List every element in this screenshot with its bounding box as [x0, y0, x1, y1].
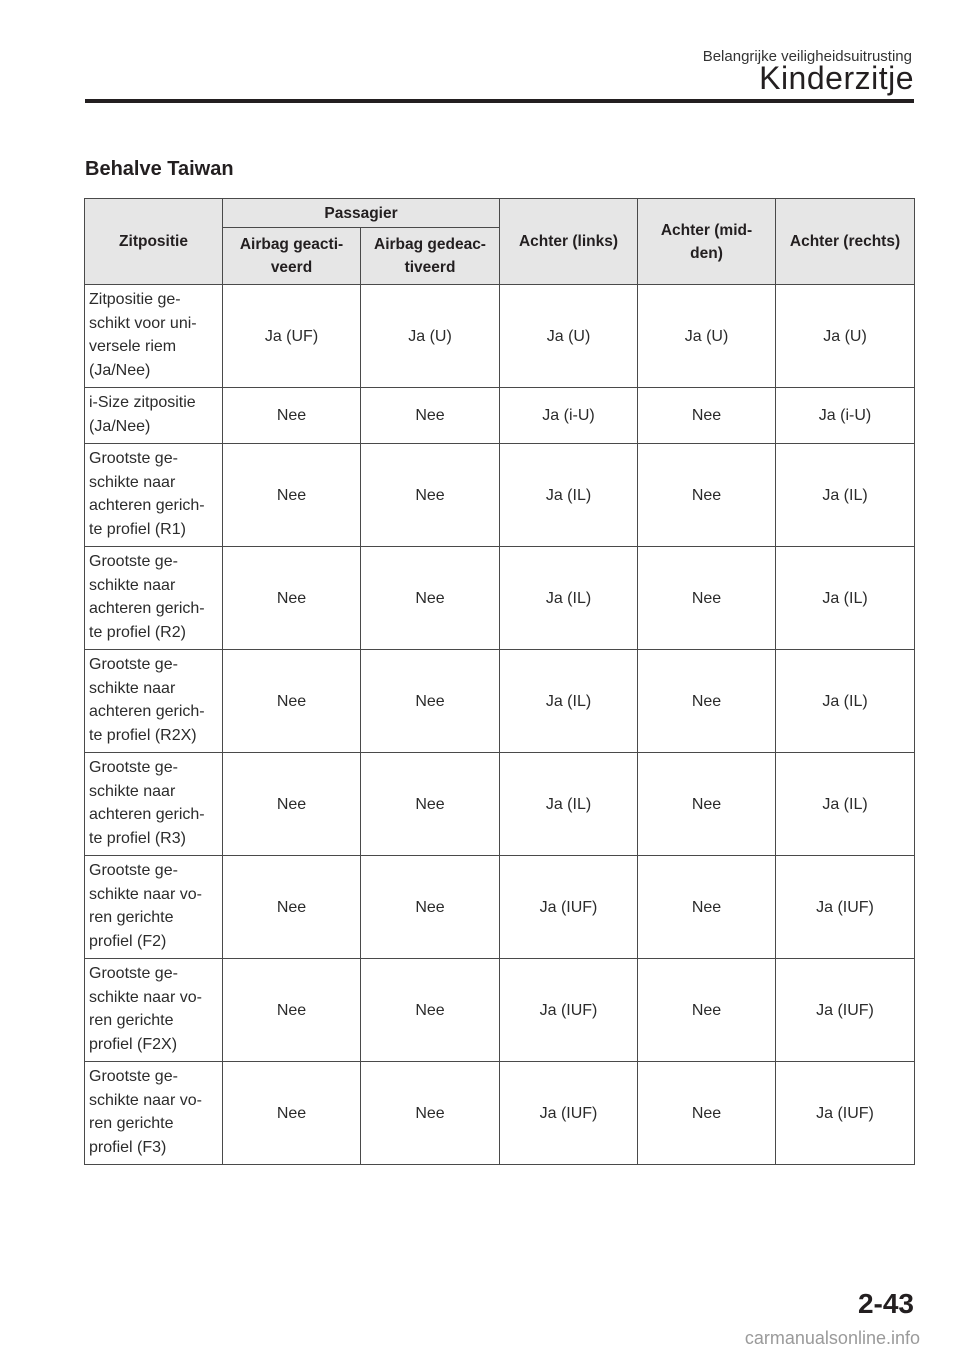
table-row	[85, 547, 915, 650]
header-rear-right: Achter (rechts)	[776, 199, 915, 285]
header-airbag-deactivated: Airbag gedeac- tiveerd	[361, 228, 500, 285]
table-cell: Nee	[638, 388, 776, 444]
seat-compatibility-table	[84, 198, 915, 1165]
table-cell: Nee	[361, 650, 500, 753]
table-cell: Nee	[638, 547, 776, 650]
row-label: Grootste ge- schikte naar achteren gerich- te profiel (R2)	[85, 547, 223, 650]
header-passenger: Passagier	[223, 199, 500, 228]
table-cell: Nee	[223, 547, 361, 650]
watermark: carmanualsonline.info	[744, 1328, 920, 1348]
table-cell: Nee	[223, 650, 361, 753]
table-row	[85, 388, 915, 444]
table-row	[85, 444, 915, 547]
table-cell: Ja (i-U)	[776, 388, 915, 444]
table-cell: Nee	[223, 1062, 361, 1165]
row-label: Grootste ge- schikte naar vo- ren gerichte profiel (F2)	[85, 856, 223, 959]
table-cell: Ja (UF)	[223, 285, 361, 388]
table-cell: Nee	[223, 753, 361, 856]
table-cell: Nee	[638, 444, 776, 547]
table-row	[85, 650, 915, 753]
table-row	[85, 959, 915, 1062]
table-cell: Ja (IUF)	[776, 1062, 915, 1165]
header-airbag-activated: Airbag geacti- veerd	[223, 228, 361, 285]
page-number: 2-43	[857, 1288, 914, 1319]
table-cell: Ja (IUF)	[500, 1062, 638, 1165]
table-cell: Ja (IL)	[776, 547, 915, 650]
section-title: Behalve Taiwan	[85, 158, 234, 180]
table-cell: Ja (IUF)	[500, 959, 638, 1062]
table-cell: Nee	[361, 753, 500, 856]
table-cell: Ja (IL)	[776, 444, 915, 547]
table-cell: Ja (IL)	[776, 753, 915, 856]
row-label: i-Size zitpositie (Ja/Nee)	[85, 388, 223, 444]
header-divider	[85, 99, 914, 103]
row-label: Grootste ge- schikte naar vo- ren gerichte profiel (F2X)	[85, 959, 223, 1062]
table-cell: Ja (IL)	[500, 547, 638, 650]
table-cell: Ja (U)	[776, 285, 915, 388]
table-cell: Ja (IUF)	[776, 856, 915, 959]
table-cell: Ja (U)	[638, 285, 776, 388]
table-cell: Ja (IL)	[500, 753, 638, 856]
table-cell: Nee	[638, 753, 776, 856]
table-cell: Ja (i-U)	[500, 388, 638, 444]
table-cell: Ja (IUF)	[776, 959, 915, 1062]
header-seat-position: Zitpositie	[85, 199, 223, 285]
row-label: Grootste ge- schikte naar achteren gerich- te profiel (R2X)	[85, 650, 223, 753]
table-cell: Nee	[361, 1062, 500, 1165]
table-cell: Nee	[638, 856, 776, 959]
row-label: Grootste ge- schikte naar vo- ren gerichte profiel (F3)	[85, 1062, 223, 1165]
table-cell: Nee	[638, 1062, 776, 1165]
table-cell: Ja (U)	[361, 285, 500, 388]
table-cell: Nee	[223, 444, 361, 547]
table-body	[85, 285, 915, 1165]
row-label: Zitpositie ge- schikt voor uni- versele riem (Ja/Nee)	[85, 285, 223, 388]
table-cell: Ja (IL)	[500, 650, 638, 753]
table-cell: Nee	[223, 388, 361, 444]
row-label: Grootste ge- schikte naar achteren gerich- te profiel (R1)	[85, 444, 223, 547]
table-cell: Ja (IL)	[500, 444, 638, 547]
table-row	[85, 285, 915, 388]
header-rear-middle: Achter (mid- den)	[638, 199, 776, 285]
table-cell: Ja (U)	[500, 285, 638, 388]
table-cell: Ja (IUF)	[500, 856, 638, 959]
table-cell: Nee	[223, 856, 361, 959]
table-row	[85, 1062, 915, 1165]
table-cell: Nee	[223, 959, 361, 1062]
table-cell: Nee	[361, 856, 500, 959]
table-row	[85, 753, 915, 856]
table-cell: Nee	[361, 959, 500, 1062]
table-row	[85, 856, 915, 959]
chapter-subtitle: Belangrijke veiligheidsuitrusting	[702, 48, 912, 65]
row-label: Grootste ge- schikte naar achteren gerich- te profiel (R3)	[85, 753, 223, 856]
chapter-title: Kinderzitje	[759, 60, 914, 96]
table-cell: Nee	[361, 547, 500, 650]
table-cell: Ja (IL)	[776, 650, 915, 753]
table-cell: Nee	[638, 959, 776, 1062]
table-cell: Nee	[638, 650, 776, 753]
table-cell: Nee	[361, 388, 500, 444]
table-cell: Nee	[361, 444, 500, 547]
header-rear-left: Achter (links)	[500, 199, 638, 285]
